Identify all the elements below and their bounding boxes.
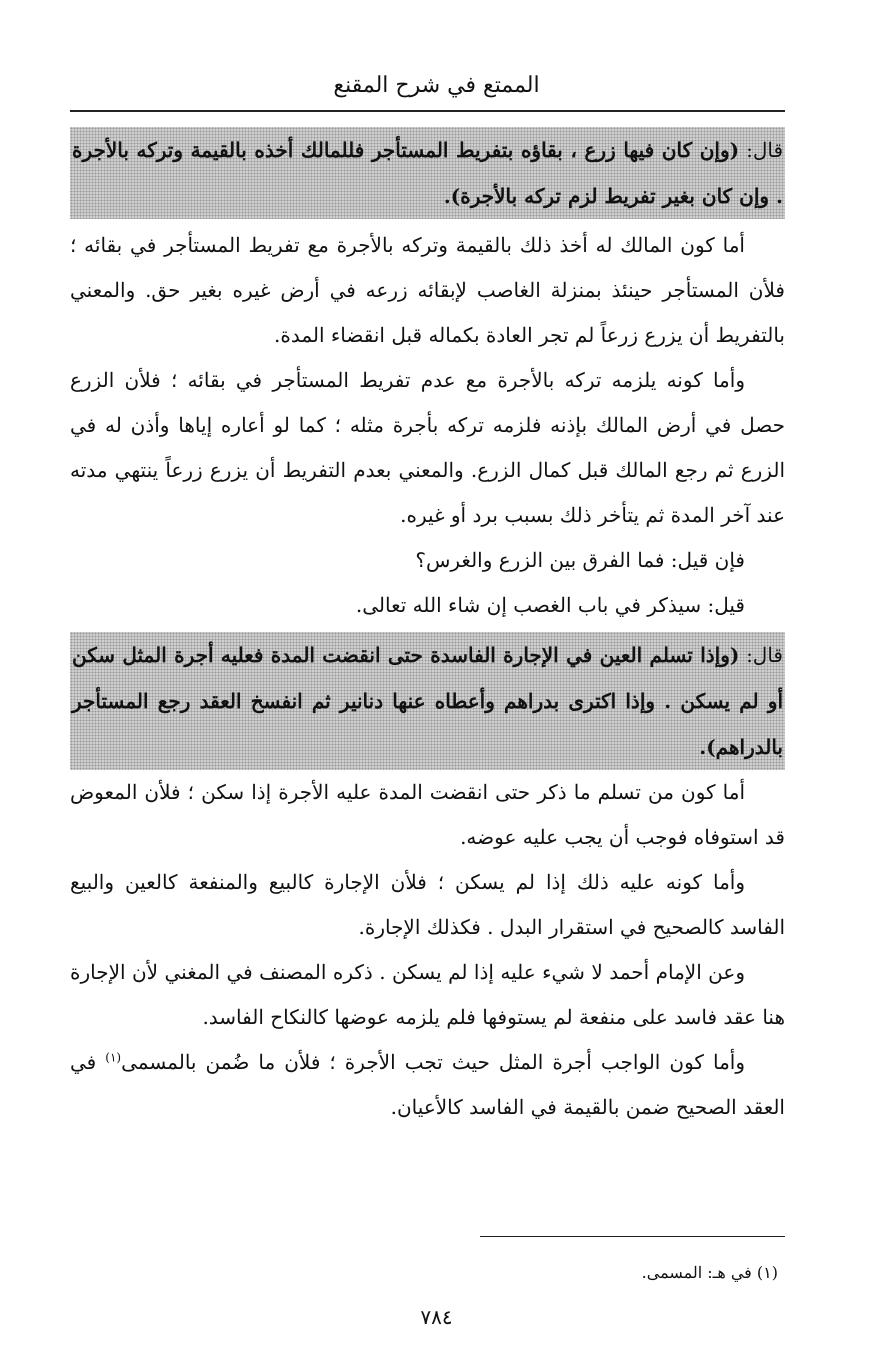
footnote: (١) في هـ: المسمى. [641,1263,778,1282]
quote-text: (وإذا تسلم العين في الإجارة الفاسدة حتى انقضت المدة فعليه أجرة المثل سكن أو لم يسكن . وإذا اكترى بدراهم وأعطاه عنها دنانير ثم انفسخ العقد رجع المستأجر بالدراهم). [72,643,784,759]
paragraph: وأما كونه يلزمه تركه بالأجرة مع عدم تفريط المستأجر في بقائه ؛ فلأن الزرع حصل في أرض المالك بإذنه فلزمه تركه بأجرة مثله ؛ كما لو أعاره إياها وأذن له في الزرع ثم رجع المالك قبل كمال الزرع. والمعني بعدم التفريط أن يزرع زرعاً ينتهي مدته عند آخر المدة ثم يتأخر ذلك بسبب برد أو غيره. [70,368,785,527]
page-content [70,127,785,1130]
paragraph: قيل: سيذكر في باب الغصب إن شاء الله تعالى. [355,593,745,617]
paragraph: وعن الإمام أحمد لا شيء عليه إذا لم يسكن . ذكره المصنف في المغني لأن الإجارة هنا عقد فاسد على منفعة لم يستوفها فلم يلزمه عوضها كالنكاح الفاسد. [70,960,785,1029]
page-header-title: الممتع في شرح المقنع [333,73,540,98]
paragraph: أما كون من تسلم ما ذكر حتى انقضت المدة عليه الأجرة إذا سكن ؛ فلأن المعوض قد استوفاه فوجب أن يجب عليه عوضه. [70,780,785,849]
quote-text: (وإن كان فيها زرع ، بقاؤه بتفريط المستأجر فللمالك أخذه بالقيمة وتركه بالأجرة . وإن كان بغير تفريط لزم تركه بالأجرة). [72,138,783,208]
quote-label: قال: [739,138,783,162]
footnote-rule [480,1236,785,1237]
paragraph: أما كون المالك له أخذ ذلك بالقيمة وتركه بالأجرة مع تفريط المستأجر في بقائه ؛ فلأن المستأجر حينئذ بمنزلة الغاصب لإبقائه زرعه في أرض غيره بغير حق. والمعني بالتفريط أن يزرع زرعاً لم تجر العادة بكماله قبل انقضاء المدة. [70,233,785,347]
quote-label: قال: [739,643,783,667]
footnote-marker[interactable]: (١) [105,1050,122,1065]
quoted-text-block-2 [70,632,785,770]
page-number: ٧٨٤ [420,1305,453,1329]
header-rule [70,110,785,112]
quoted-text-block-1 [70,127,785,219]
paragraph: وأما كونه عليه ذلك إذا لم يسكن ؛ فلأن الإجارة كالبيع والمنفعة كالعين والبيع الفاسد كالصحيح في استقرار البدل . فكذلك الإجارة. [70,870,785,939]
paragraph [70,1040,785,1130]
paragraph-text: في العقد الصحيح ضمن بالقيمة في الفاسد كالأعيان. [70,1050,785,1119]
paragraph-text: وأما كون الواجب أجرة المثل حيث تجب الأجرة ؛ فلأن ما ضُمن بالمسمى [121,1050,746,1074]
paragraph: فإن قيل: فما الفرق بين الزرع والغرس؟ [415,548,745,572]
